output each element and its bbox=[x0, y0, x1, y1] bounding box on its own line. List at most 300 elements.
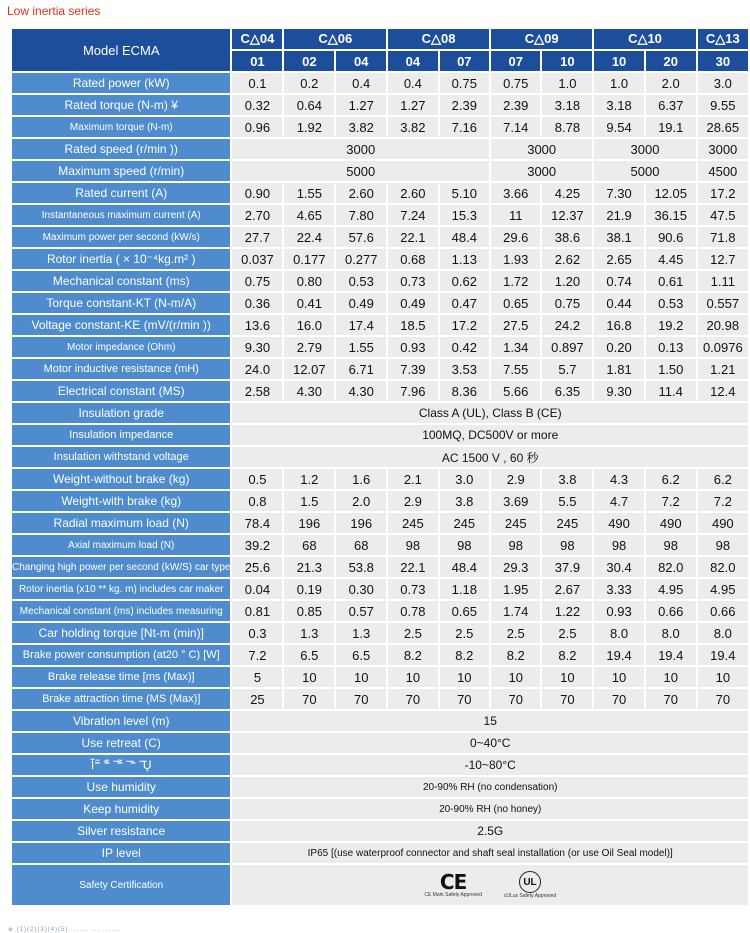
row-label: Keep humidity bbox=[12, 799, 230, 819]
value-cell: 98 bbox=[388, 535, 437, 555]
spec-row bbox=[12, 645, 748, 665]
spec-row bbox=[12, 403, 748, 423]
row-label: Vibration level (m) bbox=[12, 711, 230, 731]
value-cell: 6.35 bbox=[542, 381, 592, 401]
value-cell: 8.2 bbox=[388, 645, 437, 665]
spec-row bbox=[12, 799, 748, 819]
ce-mark-text: CE bbox=[439, 870, 467, 894]
row-label: Use humidity bbox=[12, 777, 230, 797]
value-cell: 0.32 bbox=[232, 95, 282, 115]
value-cell: 0.4 bbox=[388, 73, 437, 93]
spec-row bbox=[12, 623, 748, 643]
model-header: Model ECMA bbox=[12, 29, 230, 71]
value-cell: 19.4 bbox=[594, 645, 643, 665]
value-cell: 0.81 bbox=[232, 601, 282, 621]
value-cell: 16.0 bbox=[284, 315, 334, 335]
row-label: Brake power consumption (at20 ° C) [W] bbox=[12, 645, 230, 665]
value-cell: 0.61 bbox=[646, 271, 696, 291]
value-cell: 3000 bbox=[491, 161, 592, 181]
value-cell: 27.5 bbox=[491, 315, 540, 335]
value-cell: 5 bbox=[232, 667, 282, 687]
value-cell: 70 bbox=[284, 689, 334, 709]
value-cell: 3.18 bbox=[542, 95, 592, 115]
row-label: Rated speed (r/min )) bbox=[12, 139, 230, 159]
value-cell: 2.39 bbox=[491, 95, 540, 115]
value-cell: 0.037 bbox=[232, 249, 282, 269]
spec-row bbox=[12, 601, 748, 621]
value-cell: 3.82 bbox=[336, 117, 386, 137]
value-cell: 0.47 bbox=[440, 293, 489, 313]
value-cell: 0.80 bbox=[284, 271, 334, 291]
value-cell: 1.6 bbox=[336, 469, 386, 489]
spec-row bbox=[12, 381, 748, 401]
value-cell: 8.0 bbox=[646, 623, 696, 643]
value-cell: 5000 bbox=[594, 161, 695, 181]
value-cell: 10 bbox=[440, 667, 489, 687]
row-label: Weight-without brake (kg) bbox=[12, 469, 230, 489]
ul-mark-caption: cULus Safety Approved bbox=[503, 893, 557, 899]
value-cell: 8.36 bbox=[440, 381, 489, 401]
value-cell: 70 bbox=[388, 689, 437, 709]
model-code-header: 10 bbox=[594, 51, 643, 71]
row-label: Maximum speed (r/min) bbox=[12, 161, 230, 181]
value-cell: 2.70 bbox=[232, 205, 282, 225]
value-cell: 19.2 bbox=[646, 315, 696, 335]
value-cell: 3.18 bbox=[594, 95, 643, 115]
spec-row bbox=[12, 227, 748, 247]
value-cell: 1.74 bbox=[491, 601, 540, 621]
value-cell: 0.73 bbox=[388, 579, 437, 599]
value-cell: 6.2 bbox=[646, 469, 696, 489]
row-label: Car holding torque [Nt-m (min)] bbox=[12, 623, 230, 643]
value-cell: 2.67 bbox=[542, 579, 592, 599]
spec-row bbox=[12, 865, 748, 905]
value-cell: 1.27 bbox=[336, 95, 386, 115]
value-cell: 0~40°C bbox=[232, 733, 748, 753]
value-cell: 1.92 bbox=[284, 117, 334, 137]
value-cell: 2.39 bbox=[440, 95, 489, 115]
value-cell: 90.6 bbox=[646, 227, 696, 247]
value-cell: 15.3 bbox=[440, 205, 489, 225]
value-cell: 1.13 bbox=[440, 249, 489, 269]
value-cell: 39.2 bbox=[232, 535, 282, 555]
value-cell: 2.5 bbox=[542, 623, 592, 643]
value-cell: 0.41 bbox=[284, 293, 334, 313]
value-cell: 17.2 bbox=[698, 183, 748, 203]
row-label: Insulation withstand voltage bbox=[12, 447, 230, 467]
row-label: Maximum torque (N-m) bbox=[12, 117, 230, 137]
value-cell: 38.1 bbox=[594, 227, 643, 247]
value-cell: 37.9 bbox=[542, 557, 592, 577]
ce-mark-caption: CE Mark Safety Approved bbox=[424, 892, 482, 898]
value-cell: 18.5 bbox=[388, 315, 437, 335]
value-cell: 0.85 bbox=[284, 601, 334, 621]
value-cell: 17.4 bbox=[336, 315, 386, 335]
value-cell: 22.4 bbox=[284, 227, 334, 247]
value-cell: 245 bbox=[491, 513, 540, 533]
value-cell: 53.8 bbox=[336, 557, 386, 577]
value-cell: 0.897 bbox=[542, 337, 592, 357]
value-cell: 490 bbox=[698, 513, 748, 533]
value-cell: 1.55 bbox=[284, 183, 334, 203]
group-header: C△09 bbox=[491, 29, 592, 49]
value-cell: 0.277 bbox=[336, 249, 386, 269]
model-code-header: 07 bbox=[491, 51, 540, 71]
row-label: Safety Certification bbox=[12, 865, 230, 905]
value-cell: 2.79 bbox=[284, 337, 334, 357]
spec-row bbox=[12, 161, 748, 181]
value-cell: 5000 bbox=[232, 161, 489, 181]
value-cell: 5.10 bbox=[440, 183, 489, 203]
value-cell: 98 bbox=[594, 535, 643, 555]
spec-row bbox=[12, 491, 748, 511]
value-cell: 15 bbox=[232, 711, 748, 731]
value-cell: 7.39 bbox=[388, 359, 437, 379]
value-cell: 70 bbox=[491, 689, 540, 709]
value-cell: 68 bbox=[284, 535, 334, 555]
value-cell: 0.42 bbox=[440, 337, 489, 357]
value-cell: 1.0 bbox=[594, 73, 643, 93]
value-cell: 10 bbox=[284, 667, 334, 687]
value-cell: 20.98 bbox=[698, 315, 748, 335]
model-code-header: 20 bbox=[646, 51, 696, 71]
value-cell: 27.7 bbox=[232, 227, 282, 247]
model-code-header: 04 bbox=[388, 51, 437, 71]
value-cell: 16.8 bbox=[594, 315, 643, 335]
value-cell: 36.15 bbox=[646, 205, 696, 225]
value-cell: 0.4 bbox=[336, 73, 386, 93]
value-cell: 29.3 bbox=[491, 557, 540, 577]
row-label: Rated current (A) bbox=[12, 183, 230, 203]
value-cell: 2.9 bbox=[388, 491, 437, 511]
value-cell: 3.53 bbox=[440, 359, 489, 379]
value-cell: 8.2 bbox=[542, 645, 592, 665]
group-header: C△06 bbox=[284, 29, 386, 49]
certification-cell bbox=[232, 865, 748, 905]
value-cell: 20-90% RH (no honey) bbox=[232, 799, 748, 819]
value-cell: 98 bbox=[542, 535, 592, 555]
value-cell: 98 bbox=[440, 535, 489, 555]
value-cell: 4.95 bbox=[646, 579, 696, 599]
value-cell: 3.0 bbox=[698, 73, 748, 93]
row-label: Changing high power per second (kW/S) car type bbox=[12, 557, 230, 577]
row-label: Motor inductive resistance (mH) bbox=[12, 359, 230, 379]
value-cell: 1.95 bbox=[491, 579, 540, 599]
value-cell: 0.64 bbox=[284, 95, 334, 115]
spec-row bbox=[12, 711, 748, 731]
value-cell: 12.05 bbox=[646, 183, 696, 203]
spec-row bbox=[12, 579, 748, 599]
value-cell: 1.21 bbox=[698, 359, 748, 379]
value-cell: 10 bbox=[388, 667, 437, 687]
value-cell: 24.2 bbox=[542, 315, 592, 335]
row-label: Instantaneous maximum current (A) bbox=[12, 205, 230, 225]
value-cell: 8.0 bbox=[594, 623, 643, 643]
row-label: Mechanical constant (ms) includes measuring bbox=[12, 601, 230, 621]
row-label: Silver resistance bbox=[12, 821, 230, 841]
value-cell: 7.24 bbox=[388, 205, 437, 225]
row-label: Rotor inertia ( × 10⁻⁴kg.m² ) bbox=[12, 249, 230, 269]
value-cell: 3.82 bbox=[388, 117, 437, 137]
value-cell: 71.8 bbox=[698, 227, 748, 247]
value-cell: 70 bbox=[440, 689, 489, 709]
value-cell: 29.6 bbox=[491, 227, 540, 247]
value-cell: 25.6 bbox=[232, 557, 282, 577]
value-cell: 98 bbox=[491, 535, 540, 555]
value-cell: 5.66 bbox=[491, 381, 540, 401]
value-cell: 9.30 bbox=[594, 381, 643, 401]
value-cell: 1.22 bbox=[542, 601, 592, 621]
value-cell: 9.55 bbox=[698, 95, 748, 115]
spec-row bbox=[12, 293, 748, 313]
value-cell: 0.13 bbox=[646, 337, 696, 357]
value-cell: 0.78 bbox=[388, 601, 437, 621]
value-cell: 7.2 bbox=[646, 491, 696, 511]
row-label: Brake release time [ms (Max)] bbox=[12, 667, 230, 687]
value-cell: 8.78 bbox=[542, 117, 592, 137]
value-cell: 2.5G bbox=[232, 821, 748, 841]
value-cell: 12.4 bbox=[698, 381, 748, 401]
value-cell: 10 bbox=[491, 667, 540, 687]
group-header: C△04 bbox=[232, 29, 282, 49]
group-header: C△13 bbox=[698, 29, 748, 49]
value-cell: 0.1 bbox=[232, 73, 282, 93]
value-cell: 13.6 bbox=[232, 315, 282, 335]
value-cell: 17.2 bbox=[440, 315, 489, 335]
value-cell: 0.68 bbox=[388, 249, 437, 269]
value-cell: 0.8 bbox=[232, 491, 282, 511]
value-cell: 19.1 bbox=[646, 117, 696, 137]
value-cell: 2.60 bbox=[336, 183, 386, 203]
value-cell: 2.62 bbox=[542, 249, 592, 269]
value-cell: 82.0 bbox=[698, 557, 748, 577]
value-cell: 22.1 bbox=[388, 557, 437, 577]
value-cell: 0.04 bbox=[232, 579, 282, 599]
model-code-header: 02 bbox=[284, 51, 334, 71]
value-cell: 3.8 bbox=[542, 469, 592, 489]
value-cell: 7.2 bbox=[698, 491, 748, 511]
value-cell: 0.30 bbox=[336, 579, 386, 599]
value-cell: 1.34 bbox=[491, 337, 540, 357]
value-cell: 0.74 bbox=[594, 271, 643, 291]
value-cell: 28.65 bbox=[698, 117, 748, 137]
row-label: Electrical constant (MS) bbox=[12, 381, 230, 401]
spec-row bbox=[12, 95, 748, 115]
value-cell: 19.4 bbox=[698, 645, 748, 665]
value-cell: 245 bbox=[542, 513, 592, 533]
value-cell: AC 1500 V , 60 秒 bbox=[232, 447, 748, 467]
row-label: Axial maximum load (N) bbox=[12, 535, 230, 555]
value-cell: 3000 bbox=[232, 139, 489, 159]
value-cell: 1.50 bbox=[646, 359, 696, 379]
spec-row bbox=[12, 447, 748, 467]
value-cell: 8.0 bbox=[698, 623, 748, 643]
row-label: Weight-with brake (kg) bbox=[12, 491, 230, 511]
row-label: Insulation grade bbox=[12, 403, 230, 423]
value-cell: 21.9 bbox=[594, 205, 643, 225]
value-cell: 7.55 bbox=[491, 359, 540, 379]
spec-row bbox=[12, 821, 748, 841]
value-cell: 0.5 bbox=[232, 469, 282, 489]
row-label: Motor impedance (Ohm) bbox=[12, 337, 230, 357]
value-cell: 4500 bbox=[698, 161, 748, 181]
value-cell: 2.5 bbox=[388, 623, 437, 643]
value-cell: 70 bbox=[594, 689, 643, 709]
value-cell: 10 bbox=[594, 667, 643, 687]
value-cell: 490 bbox=[594, 513, 643, 533]
value-cell: 10 bbox=[698, 667, 748, 687]
row-label: Torque constant-KT (N-m/A) bbox=[12, 293, 230, 313]
value-cell: 3.69 bbox=[491, 491, 540, 511]
value-cell: 70 bbox=[646, 689, 696, 709]
row-label: Voltage constant-KE (mV/(r/min )) bbox=[12, 315, 230, 335]
group-header: C△08 bbox=[388, 29, 489, 49]
value-cell: 11.4 bbox=[646, 381, 696, 401]
value-cell: 100MQ, DC500V or more bbox=[232, 425, 748, 445]
value-cell: 3.33 bbox=[594, 579, 643, 599]
value-cell: 0.557 bbox=[698, 293, 748, 313]
value-cell: 2.65 bbox=[594, 249, 643, 269]
value-cell: 4.65 bbox=[284, 205, 334, 225]
value-cell: 196 bbox=[284, 513, 334, 533]
value-cell: 2.0 bbox=[336, 491, 386, 511]
value-cell: 98 bbox=[646, 535, 696, 555]
value-cell: Class A (UL), Class B (CE) bbox=[232, 403, 748, 423]
row-label: Use retreat (C) bbox=[12, 733, 230, 753]
value-cell: IP65 [(use waterproof connector and shaft seal installation (or use Oil Seal model)] bbox=[232, 843, 748, 863]
value-cell: 7.80 bbox=[336, 205, 386, 225]
ce-mark-icon bbox=[424, 872, 482, 898]
value-cell: 0.75 bbox=[491, 73, 540, 93]
spec-row bbox=[12, 689, 748, 709]
spec-row bbox=[12, 755, 748, 775]
spec-row bbox=[12, 271, 748, 291]
value-cell: 6.71 bbox=[336, 359, 386, 379]
spec-row bbox=[12, 535, 748, 555]
group-header: C△10 bbox=[594, 29, 695, 49]
value-cell: 4.30 bbox=[284, 381, 334, 401]
spec-row bbox=[12, 557, 748, 577]
value-cell: 9.54 bbox=[594, 117, 643, 137]
value-cell: 12.37 bbox=[542, 205, 592, 225]
value-cell: 3.0 bbox=[440, 469, 489, 489]
value-cell: 4.30 bbox=[336, 381, 386, 401]
value-cell: 0.65 bbox=[440, 601, 489, 621]
spec-row bbox=[12, 733, 748, 753]
spec-row bbox=[12, 117, 748, 137]
value-cell: 0.75 bbox=[232, 271, 282, 291]
row-label: Insulation impedance bbox=[12, 425, 230, 445]
row-label: Mechanical constant (ms) bbox=[12, 271, 230, 291]
model-code-header: 07 bbox=[440, 51, 489, 71]
value-cell: 6.5 bbox=[336, 645, 386, 665]
value-cell: 6.5 bbox=[284, 645, 334, 665]
row-label: Ĩ⁼̃ ̃⁼̃ ̃ ̃⁼̃ ̃ ̃⁼ ̃ ̃Ų bbox=[12, 755, 230, 775]
value-cell: 3.8 bbox=[440, 491, 489, 511]
value-cell: 0.19 bbox=[284, 579, 334, 599]
value-cell: 22.1 bbox=[388, 227, 437, 247]
value-cell: 0.90 bbox=[232, 183, 282, 203]
value-cell: 10 bbox=[646, 667, 696, 687]
value-cell: 1.0 bbox=[542, 73, 592, 93]
value-cell: 0.93 bbox=[388, 337, 437, 357]
value-cell: 9.30 bbox=[232, 337, 282, 357]
value-cell: 2.58 bbox=[232, 381, 282, 401]
value-cell: 0.53 bbox=[336, 271, 386, 291]
value-cell: 5.7 bbox=[542, 359, 592, 379]
value-cell: 1.11 bbox=[698, 271, 748, 291]
spec-row bbox=[12, 249, 748, 269]
value-cell: 0.49 bbox=[388, 293, 437, 313]
value-cell: 47.5 bbox=[698, 205, 748, 225]
model-code-header: 04 bbox=[336, 51, 386, 71]
spec-row bbox=[12, 139, 748, 159]
value-cell: 4.45 bbox=[646, 249, 696, 269]
spec-row bbox=[12, 425, 748, 445]
model-code-header: 30 bbox=[698, 51, 748, 71]
value-cell: 1.2 bbox=[284, 469, 334, 489]
value-cell: 48.4 bbox=[440, 227, 489, 247]
value-cell: 7.14 bbox=[491, 117, 540, 137]
ul-mark-icon bbox=[504, 871, 556, 899]
value-cell: 0.57 bbox=[336, 601, 386, 621]
spec-row bbox=[12, 205, 748, 225]
value-cell: 2.5 bbox=[491, 623, 540, 643]
value-cell: 0.49 bbox=[336, 293, 386, 313]
value-cell: 0.36 bbox=[232, 293, 282, 313]
value-cell: 3000 bbox=[594, 139, 695, 159]
value-cell: 78.4 bbox=[232, 513, 282, 533]
value-cell: 19.4 bbox=[646, 645, 696, 665]
spec-row bbox=[12, 513, 748, 533]
spec-row bbox=[12, 667, 748, 687]
spec-row bbox=[12, 73, 748, 93]
value-cell: 4.25 bbox=[542, 183, 592, 203]
value-cell: 7.96 bbox=[388, 381, 437, 401]
value-cell: 7.2 bbox=[232, 645, 282, 665]
spec-row bbox=[12, 469, 748, 489]
value-cell: 0.177 bbox=[284, 249, 334, 269]
value-cell: 82.0 bbox=[646, 557, 696, 577]
value-cell: 7.30 bbox=[594, 183, 643, 203]
value-cell: 1.55 bbox=[336, 337, 386, 357]
value-cell: 25 bbox=[232, 689, 282, 709]
value-cell: 196 bbox=[336, 513, 386, 533]
value-cell: 0.66 bbox=[646, 601, 696, 621]
footnote: ※ (1)(2)(3)(4)(5) ... ... ... ... ... bbox=[8, 927, 122, 933]
value-cell: 3.66 bbox=[491, 183, 540, 203]
row-label: Maximum power per second (kW/s) bbox=[12, 227, 230, 247]
value-cell: 10 bbox=[542, 667, 592, 687]
value-cell: 3000 bbox=[491, 139, 592, 159]
value-cell: 1.81 bbox=[594, 359, 643, 379]
value-cell: 8.2 bbox=[440, 645, 489, 665]
value-cell: 0.75 bbox=[440, 73, 489, 93]
model-code-header: 01 bbox=[232, 51, 282, 71]
value-cell: 4.7 bbox=[594, 491, 643, 511]
spec-row bbox=[12, 183, 748, 203]
value-cell: 68 bbox=[336, 535, 386, 555]
value-cell: 5.5 bbox=[542, 491, 592, 511]
value-cell: 1.18 bbox=[440, 579, 489, 599]
value-cell: 70 bbox=[542, 689, 592, 709]
value-cell: 245 bbox=[388, 513, 437, 533]
value-cell: 7.16 bbox=[440, 117, 489, 137]
value-cell: 57.6 bbox=[336, 227, 386, 247]
value-cell: 1.20 bbox=[542, 271, 592, 291]
value-cell: 48.4 bbox=[440, 557, 489, 577]
row-label: IP level bbox=[12, 843, 230, 863]
